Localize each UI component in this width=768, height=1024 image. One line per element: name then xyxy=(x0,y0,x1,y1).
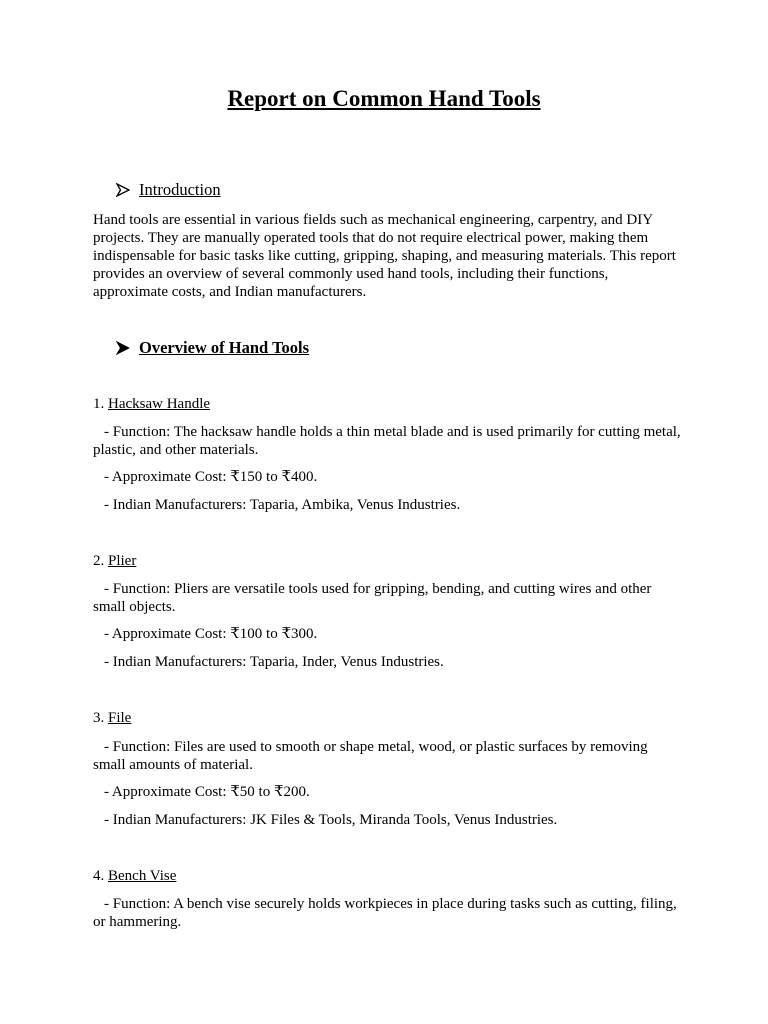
overview-heading-label: Overview of Hand Tools xyxy=(139,338,310,357)
intro-heading-label: Introduction xyxy=(139,180,221,199)
report-title: Report on Common Hand Tools xyxy=(227,86,541,111)
tool-name: Bench Vise xyxy=(108,868,177,884)
tool-number: 3. xyxy=(93,710,105,726)
tool-manufacturers: - Indian Manufacturers: JK Files & Tools, Miranda Tools, Venus Industries. xyxy=(104,812,558,828)
tool-function: - Function: A bench vise securely holds workpieces in place during tasks such as cutting, filing, or hammering. xyxy=(93,896,677,930)
tool-title xyxy=(93,395,210,413)
tool-title xyxy=(93,552,136,570)
tool-title xyxy=(93,867,176,885)
tool-title xyxy=(93,709,131,727)
tool-cost: - Approximate Cost: ₹150 to ₹400. xyxy=(104,469,318,485)
tool-number: 2. xyxy=(93,553,105,569)
overview-heading xyxy=(116,338,309,358)
tool-function: - Function: Files are used to smooth or shape metal, wood, or plastic surfaces by removing small amounts of material. xyxy=(93,739,648,773)
tool-number: 1. xyxy=(93,396,105,412)
tool-cost: - Approximate Cost: ₹100 to ₹300. xyxy=(104,626,318,642)
arrowhead-bullet-icon xyxy=(116,183,130,197)
tool-cost: - Approximate Cost: ₹50 to ₹200. xyxy=(104,784,310,800)
tool-function: - Function: Pliers are versatile tools used for gripping, bending, and cutting wires and other small objects. xyxy=(93,581,652,615)
tool-name: Plier xyxy=(108,553,137,569)
arrowhead-bullet-icon xyxy=(116,341,130,355)
tool-manufacturers: - Indian Manufacturers: Taparia, Ambika, Venus Industries. xyxy=(104,497,461,513)
tool-name: Hacksaw Handle xyxy=(108,396,211,412)
intro-heading xyxy=(116,180,221,200)
tool-manufacturers: - Indian Manufacturers: Taparia, Inder, Venus Industries. xyxy=(104,654,444,670)
tool-function: - Function: The hacksaw handle holds a thin metal blade and is used primarily for cutting metal, plastic, and other materials. xyxy=(93,424,681,458)
tool-name: File xyxy=(108,710,132,726)
tool-number: 4. xyxy=(93,868,105,884)
intro-paragraph: Hand tools are essential in various fields such as mechanical engineering, carpentry, and DIY projects. They are manually operated tools that do not require electrical power, making them indispensable for basic tasks like cutting, gripping, shaping, and measuring materials. This report provides an overview of several commonly used hand tools, including their functions, approximate costs, and Indian manufacturers. xyxy=(93,212,676,300)
